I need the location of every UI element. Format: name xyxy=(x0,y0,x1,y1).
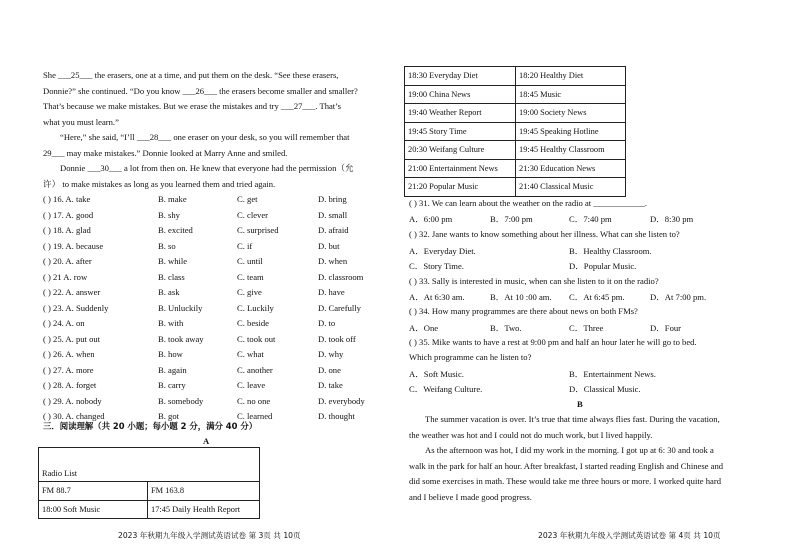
q33-option: B．At 10 :00 am. xyxy=(490,292,552,302)
section-title: 三．阅读理解（共 20 小题；每小题 2 分，满分 40 分） xyxy=(43,421,258,431)
question-option-b: B. Unluckily xyxy=(158,302,203,313)
question-option-b: B. class xyxy=(158,271,185,282)
question-option-c: C. beside xyxy=(237,318,269,328)
question-option-c: C. no one xyxy=(237,395,271,406)
schedule-row xyxy=(405,159,626,178)
question-34: ( ) 34. How many programmes are there about news on both FMs? xyxy=(409,306,638,316)
question-option-b: B. excited xyxy=(158,225,193,235)
question-option-d: D. to xyxy=(318,318,336,328)
passage-line: what you must learn.” xyxy=(43,117,119,127)
schedule-cell: 18:45 Music xyxy=(516,85,626,104)
question-option-d: D. classroom xyxy=(318,271,364,282)
question-31: ( ) 31. We can learn about the weather on the radio at ____________. xyxy=(409,198,648,208)
q34-option: A．One xyxy=(409,323,439,333)
passage-b-line: walk in the park for half an hour. After breakfast, I started reading English and Chinese and xyxy=(409,461,724,471)
schedule-row xyxy=(405,85,626,104)
radio-schedule-table xyxy=(404,66,626,197)
question-option-d: D. one xyxy=(318,364,341,375)
passage-b-line: The summer vacation is over. It’s true that time always flies fast. During the vacation, xyxy=(425,414,720,424)
passage-line: She ___25___ the erasers, one at a time, and put them on the desk. “See these erasers, xyxy=(43,70,339,80)
q34-option: D．Four xyxy=(650,323,682,333)
schedule-cell: 19:00 Society News xyxy=(516,104,626,123)
question-option-d: D. small xyxy=(318,209,348,220)
question-option-d: D. but xyxy=(318,240,340,251)
schedule-cell: 21:20 Popular Music xyxy=(405,178,516,197)
question-option-d: D. when xyxy=(318,256,348,266)
radio-cell: 17:45 Daily Health Report xyxy=(148,500,260,519)
question-option-b: B. got xyxy=(158,411,180,421)
question-option-b: B. with xyxy=(158,318,184,328)
schedule-row xyxy=(405,122,626,141)
section-b-label: B xyxy=(577,399,583,409)
q31-option: D．8:30 pm xyxy=(650,214,694,224)
question-option-a: ( ) 25. A. put out xyxy=(43,333,101,344)
schedule-row xyxy=(405,141,626,160)
passage-line: 29___ may make mistakes.” Donnie looked at Marry Anne and smiled. xyxy=(43,148,288,158)
section-a-label: A xyxy=(203,436,210,446)
question-option-b: B. shy xyxy=(158,209,180,220)
schedule-cell: 21:30 Education News xyxy=(516,159,626,178)
schedule-cell: 19:45 Story Time xyxy=(405,122,516,141)
schedule-cell: 19:45 Healthy Classroom xyxy=(516,141,626,160)
schedule-row xyxy=(405,104,626,123)
question-35: ( ) 35. Mike wants to have a rest at 9:00 pm and half an hour later he will go to bed. xyxy=(409,337,697,347)
q34-option: C．Three xyxy=(569,323,604,333)
passage-b-line: As the afternoon was hot, I did my work in the morning. I got up at 6: 30 and took a xyxy=(425,445,714,455)
question-option-d: D. Carefully xyxy=(318,302,361,313)
question-option-c: C. if xyxy=(237,240,253,251)
q35-option: D．Classical Music. xyxy=(569,384,641,394)
schedule-cell: 18:20 Healthy Diet xyxy=(516,67,626,86)
question-33: ( ) 33. Sally is interested in music, when can she listen to it on the radio? xyxy=(409,276,659,286)
right-footer: 2023 年秋期九年级入学测试英语试卷 第 4页 共 10页 xyxy=(538,531,721,540)
question-option-a: ( ) 29. A. nobody xyxy=(43,395,102,406)
schedule-cell: 18:30 Everyday Diet xyxy=(405,67,516,86)
schedule-row xyxy=(405,178,626,197)
radio-cell: FM 88.7 xyxy=(39,482,148,501)
q33-option: D．At 7:00 pm. xyxy=(650,292,707,302)
question-option-d: D. thought xyxy=(318,411,355,421)
question-option-c: C. get xyxy=(237,194,258,204)
question-option-c: C. leave xyxy=(237,380,266,390)
q31-option: C．7:40 pm xyxy=(569,214,612,224)
question-option-c: C. give xyxy=(237,287,262,297)
question-option-c: C. Luckily xyxy=(237,302,274,313)
question-option-b: B. carry xyxy=(158,380,186,390)
schedule-cell: 19:45 Speaking Hotline xyxy=(516,122,626,141)
question-option-a: ( ) 26. A. when xyxy=(43,349,95,359)
question-option-a: ( ) 20. A. after xyxy=(43,256,92,266)
q32-option: C．Story Time. xyxy=(409,261,464,271)
question-option-d: D. everybody xyxy=(318,395,365,406)
q31-option: B．7:00 pm xyxy=(490,214,533,224)
question-option-b: B. ask xyxy=(158,287,180,297)
question-option-c: C. what xyxy=(237,349,264,359)
q32-option: D．Popular Music. xyxy=(569,261,637,271)
question-option-b: B. how xyxy=(158,349,183,359)
question-option-a: ( ) 24. A. on xyxy=(43,318,85,328)
q35-option: C．Weifang Culture. xyxy=(409,384,483,394)
schedule-cell: 21:00 Entertainment News xyxy=(405,159,516,178)
question-option-c: C. clever xyxy=(237,209,269,220)
schedule-row xyxy=(405,67,626,86)
q35-option: A．Soft Music. xyxy=(409,369,464,379)
q33-option: C．At 6:45 pm. xyxy=(569,292,625,302)
radio-list-table xyxy=(38,447,260,519)
question-option-b: B. again xyxy=(158,364,187,375)
q31-option: A．6:00 pm xyxy=(409,214,453,224)
question-option-d: D. took off xyxy=(318,333,356,344)
passage-b-line: the weather was hot and I could not do much work, but I lived happily. xyxy=(409,430,653,440)
passage-b-line: and I believe I made good progress. xyxy=(409,492,532,502)
question-option-d: D. take xyxy=(318,380,343,390)
question-option-a: ( ) 17. A. good xyxy=(43,209,94,220)
q33-option: A．At 6:30 am. xyxy=(409,292,465,302)
passage-line: 许） to make mistakes as long as you learned them and tried again. xyxy=(43,179,276,189)
schedule-cell: 21:40 Classical Music xyxy=(516,178,626,197)
passage-line: Donnie ___30___ a lot from then on. He knew that everyone had the permission（允 xyxy=(60,163,354,173)
question-option-a: ( ) 21 A. row xyxy=(43,271,88,282)
question-option-b: B. somebody xyxy=(158,395,204,406)
passage-b-line: did some exercises in math. These would take me three hours or more. I worked quite hard xyxy=(409,476,721,486)
question-option-d: D. why xyxy=(318,349,344,359)
question-option-d: D. bring xyxy=(318,194,347,204)
schedule-cell: 19:00 China News xyxy=(405,85,516,104)
left-footer: 2023 年秋期九年级入学测试英语试卷 第 3页 共 10页 xyxy=(118,531,301,540)
question-option-c: C. another xyxy=(237,364,273,375)
question-option-a: ( ) 18. A. glad xyxy=(43,225,91,235)
passage-line: Donnie?” she continued. “Do you know ___26___ the erasers become smaller and smaller? xyxy=(43,86,358,96)
question-option-b: B. took away xyxy=(158,333,204,344)
passage-line: That’s because we make mistakes. But we erase the mistakes and try ___27___. That’s xyxy=(43,101,341,111)
question-option-d: D. have xyxy=(318,287,345,297)
question-option-b: B. so xyxy=(158,240,176,251)
radio-cell: FM 163.8 xyxy=(148,482,260,501)
question-option-a: ( ) 30. A. changed xyxy=(43,411,105,421)
q34-option: B．Two. xyxy=(490,323,522,333)
question-option-a: ( ) 22. A. answer xyxy=(43,287,101,297)
radio-cell: 18:00 Soft Music xyxy=(39,500,148,519)
passage-line: “Here,” she said, “I’ll ___28___ one eraser on your desk, so you will remember that xyxy=(60,132,350,142)
question-option-a: ( ) 19. A. because xyxy=(43,240,104,251)
q32-option: A．Everyday Diet. xyxy=(409,246,476,256)
question-option-b: B. make xyxy=(158,194,187,204)
question-option-c: C. team xyxy=(237,271,264,282)
q35-option: B．Entertainment News. xyxy=(569,369,656,379)
schedule-cell: 20:30 Weifang Culture xyxy=(405,141,516,160)
question-option-a: ( ) 16. A. take xyxy=(43,194,91,204)
question-option-c: C. surprised xyxy=(237,225,279,235)
question-option-c: C. learned xyxy=(237,411,273,421)
question-option-a: ( ) 28. A. forget xyxy=(43,380,97,390)
radio-caption: Radio List xyxy=(39,448,260,482)
question-32: ( ) 32. Jane wants to know something about her illness. What can she listen to? xyxy=(409,229,680,239)
question-option-a: ( ) 27. A. more xyxy=(43,364,94,375)
question-35-cont: Which programme can he listen to? xyxy=(409,352,532,362)
question-option-c: C. took out xyxy=(237,333,276,344)
question-option-d: D. afraid xyxy=(318,225,349,235)
schedule-cell: 19:40 Weather Report xyxy=(405,104,516,123)
question-option-a: ( ) 23. A. Suddenly xyxy=(43,302,109,313)
question-option-b: B. while xyxy=(158,256,188,266)
q32-option: B．Healthy Classroom. xyxy=(569,246,652,256)
question-option-c: C. until xyxy=(237,256,263,266)
